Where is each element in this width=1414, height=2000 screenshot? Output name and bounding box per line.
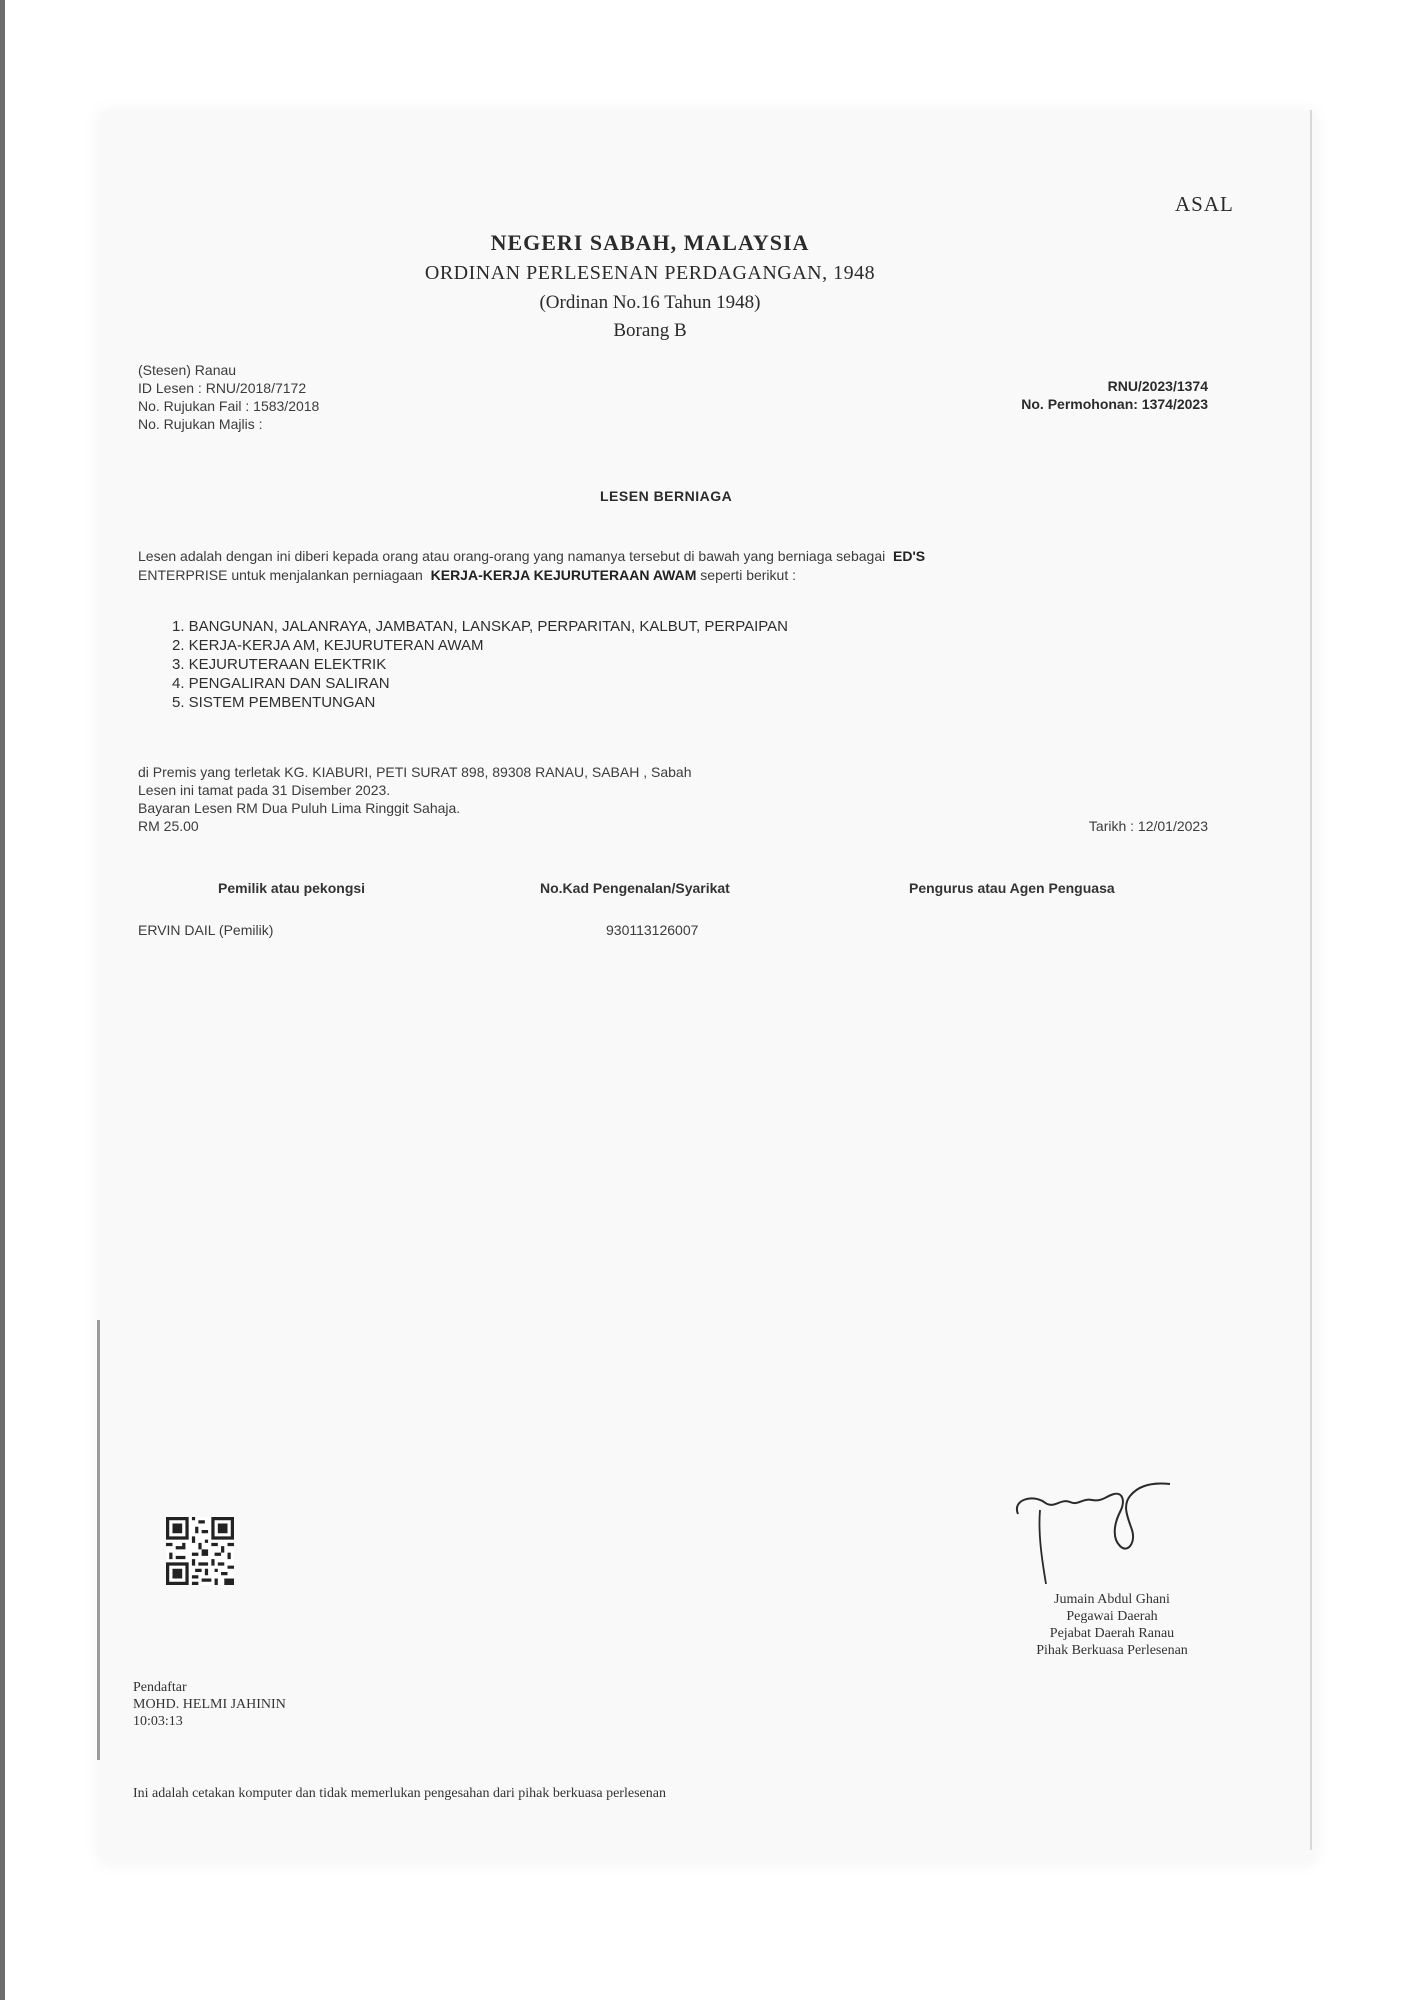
footer-note: Ini adalah cetakan komputer dan tidak memerlukan pengesahan dari pihak berkuasa perlesenan [133, 1786, 666, 1801]
license-expiry: Lesen ini tamat pada 31 Disember 2023. [138, 782, 391, 798]
registrar-label: Pendaftar [133, 1680, 187, 1695]
document-title: LESEN BERNIAGA [600, 488, 733, 504]
meta-file-reference: No. Rujukan Fail : 1583/2018 [138, 398, 320, 414]
application-number: No. Permohonan: 1374/2023 [1021, 396, 1208, 412]
premises-address: di Premis yang terletak KG. KIABURI, PETI SURAT 898, 89308 RANAU, SABAH , Sabah [138, 764, 692, 780]
license-fee-amount: RM 25.00 [138, 818, 199, 834]
signature-icon [1010, 1476, 1180, 1608]
heading-state: NEGERI SABAH, MALAYSIA [490, 230, 810, 255]
heading-ordinance-number: (Ordinan No.16 Tahun 1948) [539, 292, 761, 313]
heading-ordinance: ORDINAN PERLESENAN PERDAGANGAN, 1948 [424, 262, 876, 284]
heading-form: Borang B [613, 320, 687, 341]
signatory-name: Jumain Abdul Ghani [1054, 1592, 1170, 1607]
issue-date: Tarikh : 12/01/2023 [1088, 818, 1208, 834]
intro-line-2 [138, 567, 796, 583]
table-header-owner: Pemilik atau pekongsi [218, 880, 366, 896]
activity-item: 1. BANGUNAN, JALANRAYA, JAMBATAN, LANSKAP, PERPARITAN, KALBUT, PERPAIPAN [172, 618, 789, 635]
registrar-name: MOHD. HELMI JAHININ [133, 1697, 286, 1712]
activity-item: 3. KEJURUTERAAN ELEKTRIK [172, 656, 387, 673]
business-name-part-b: ENTERPRISE [138, 567, 228, 583]
intro-text-b: untuk menjalankan perniagaan [231, 567, 423, 583]
table-cell-owner: ERVIN DAIL (Pemilik) [138, 922, 274, 938]
meta-council-reference: No. Rujukan Majlis : [138, 416, 263, 432]
table-header-manager: Pengurus atau Agen Penguasa [909, 880, 1115, 896]
activity-item: 4. PENGALIRAN DAN SALIRAN [172, 675, 390, 692]
meta-license-id: ID Lesen : RNU/2018/7172 [138, 380, 307, 396]
paper-edge-left [97, 1320, 100, 1760]
intro-line-1 [138, 548, 925, 564]
license-number: RNU/2023/1374 [1107, 378, 1208, 394]
meta-station: (Stesen) Ranau [138, 362, 237, 378]
signatory-position: Pegawai Daerah [1066, 1609, 1158, 1624]
paper-edge-right [1310, 110, 1312, 1850]
table-header-id: No.Kad Pengenalan/Syarikat [540, 880, 730, 896]
registrar-time: 10:03:13 [133, 1714, 183, 1729]
license-fee-words: Bayaran Lesen RM Dua Puluh Lima Ringgit Sahaja. [138, 800, 461, 816]
signatory-office: Pejabat Daerah Ranau [1049, 1626, 1175, 1641]
business-name-part-a: ED'S [893, 548, 926, 564]
signatory-authority: Pihak Berkuasa Perlesenan [1036, 1643, 1188, 1658]
business-type: KERJA-KERJA KEJURUTERAAN AWAM [430, 567, 697, 583]
activity-item: 2. KERJA-KERJA AM, KEJURUTERAN AWAM [172, 637, 484, 654]
copy-mark: ASAL [1175, 192, 1234, 216]
table-cell-id: 930113126007 [606, 922, 699, 938]
viewer-left-border [0, 0, 5, 2000]
activity-item: 5. SISTEM PEMBENTUNGAN [172, 694, 376, 711]
intro-text-a: Lesen adalah dengan ini diberi kepada orang atau orang-orang yang namanya tersebut di bawah yang berniaga sebagai [138, 548, 886, 564]
intro-text-c: seperti berikut : [700, 567, 796, 583]
qr-code-icon [166, 1517, 234, 1585]
